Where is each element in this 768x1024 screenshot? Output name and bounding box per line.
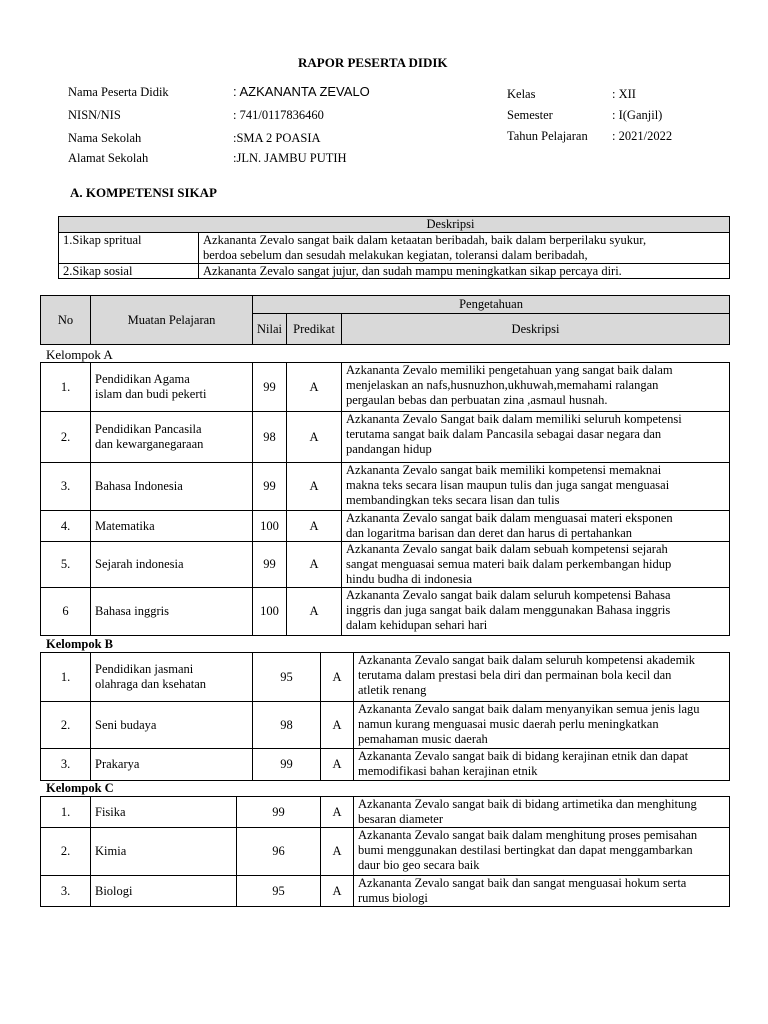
tahun-label: Tahun Pelajaran	[507, 129, 588, 143]
description-line: memodifikasi bahan kerajinan etnik	[358, 764, 538, 778]
kelompok-c-table	[40, 796, 730, 907]
predikat-value: A	[287, 463, 342, 511]
description	[342, 463, 730, 511]
row-number: 3.	[41, 876, 91, 907]
subject-name-line: Biologi	[95, 883, 133, 898]
predikat-value: A	[321, 749, 354, 781]
description	[342, 363, 730, 412]
subject-name-line: olahraga dan ksehatan	[95, 677, 207, 691]
nama-value: : AZKANANTA ZEVALO	[233, 84, 370, 99]
subject-name	[91, 542, 253, 588]
description-line: atletik renang	[358, 683, 427, 697]
description-line: rumus biologi	[358, 891, 428, 905]
nilai-value: 99	[253, 542, 287, 588]
subject-name-line: Prakarya	[95, 757, 140, 771]
subject-row	[41, 828, 730, 876]
alamat-label: Alamat Sekolah	[68, 151, 149, 165]
nilai-value: 96	[237, 828, 321, 876]
kelompok-a-label: Kelompok A	[46, 347, 113, 362]
subject-row	[41, 588, 730, 636]
description-line: Azkananta Zevalo Sangat baik dalam memiliki seluruh kompetensi	[346, 412, 682, 426]
predikat-value: A	[321, 828, 354, 876]
predikat-value: A	[321, 702, 354, 749]
description-line: Azkananta Zevalo sangat baik dalam menghitung proses pemisahan	[358, 828, 698, 842]
description-line: Azkananta Zevalo sangat baik di bidang artimetika dan menghitung	[358, 797, 697, 811]
predikat-value: A	[321, 653, 354, 702]
subject-name-line: Seni budaya	[95, 717, 157, 732]
description-line: Azkananta Zevalo sangat baik dalam menguasai materi eksponen	[346, 511, 673, 525]
predikat-value: A	[321, 876, 354, 907]
nisn-label: NISN/NIS	[68, 108, 121, 122]
description	[354, 702, 730, 749]
header-muatan: Muatan Pelajaran	[91, 296, 253, 345]
subject-name	[91, 828, 237, 876]
sikap-sosial-label: 2.Sikap sosial	[59, 264, 199, 279]
description-line: Azkananta Zevalo sangat baik dalam seluruh kompetensi akademik	[358, 653, 696, 667]
header-predikat: Predikat	[287, 314, 342, 345]
subject-name	[91, 412, 253, 463]
description-line: terutama dalam prestasi bela diri dan permainan bola kecil dan	[358, 668, 672, 682]
description-line: namun kurang menguasai music daerah perlu meningkatkan	[358, 717, 659, 731]
subject-name-line: islam dan budi pekerti	[95, 387, 207, 401]
row-number: 3.	[41, 463, 91, 511]
subject-name-line: Pendidikan Pancasila	[95, 422, 202, 436]
subject-name-line: Bahasa inggris	[95, 604, 169, 618]
row-number: 3.	[41, 749, 91, 781]
kelompok-a-table	[40, 362, 730, 636]
row-number: 2.	[41, 828, 91, 876]
kelompok-b-label: Kelompok B	[46, 637, 114, 651]
header-nilai: Nilai	[253, 314, 287, 345]
sikap-header-deskripsi: Deskripsi	[199, 217, 730, 233]
sikap-table	[58, 216, 730, 279]
description	[342, 542, 730, 588]
row-number: 5.	[41, 542, 91, 588]
subject-row	[41, 463, 730, 511]
row-number: 1.	[41, 797, 91, 828]
subject-row	[41, 412, 730, 463]
subject-row	[41, 702, 730, 749]
description-line: Azkananta Zevalo sangat baik dan sangat menguasai hokum serta	[358, 876, 687, 890]
description-line: membandingkan teks secara lisan dan tulis	[346, 493, 560, 507]
header-pengetahuan: Pengetahuan	[253, 296, 730, 314]
description-line: pemahaman music daerah	[358, 732, 488, 746]
subject-row	[41, 363, 730, 412]
row-number: 2.	[41, 412, 91, 463]
subject-name-line: Fisika	[95, 804, 126, 819]
subject-name-line: dan kewarganegaraan	[95, 437, 204, 451]
header-deskripsi: Deskripsi	[342, 314, 730, 345]
subject-row	[41, 876, 730, 907]
alamat-value: :JLN. JAMBU PUTIH	[233, 151, 347, 165]
row-number: 1.	[41, 363, 91, 412]
predikat-value: A	[321, 797, 354, 828]
description	[354, 797, 730, 828]
grades-header-table	[40, 295, 730, 345]
description	[342, 412, 730, 463]
nilai-value: 99	[253, 363, 287, 412]
description-line: Azkananta Zevalo sangat baik dalam sebuah kompetensi sejarah	[346, 542, 668, 556]
kelas-label: Kelas	[507, 87, 536, 101]
nilai-value: 99	[253, 463, 287, 511]
nilai-value: 100	[253, 511, 287, 542]
sikap-spiritual-desc	[199, 233, 730, 264]
description-line: sangat menguasai semua materi baik dalam perkembangan hidup	[346, 557, 672, 571]
predikat-value: A	[287, 542, 342, 588]
subject-name	[91, 463, 253, 511]
subject-row	[41, 511, 730, 542]
description-line: terutama sangat baik dalam Pancasila sebagai dasar negara dan	[346, 427, 662, 441]
kelompok-c-label: Kelompok C	[46, 781, 114, 795]
subject-row	[41, 653, 730, 702]
subject-name-line: Matematika	[95, 518, 155, 533]
nilai-value: 99	[237, 797, 321, 828]
description-line: dan logaritma barisan dan deret dan harus di pertahankan	[346, 526, 632, 540]
subject-name	[91, 588, 253, 636]
subject-name	[91, 702, 253, 749]
predikat-value: A	[287, 588, 342, 636]
description	[354, 876, 730, 907]
description-line: dalam kehidupan sehari hari	[346, 618, 488, 632]
subject-row	[41, 797, 730, 828]
subject-name	[91, 749, 253, 781]
subject-name-line: Pendidikan Agama	[95, 372, 190, 386]
description-line: Azkananta Zevalo sangat baik di bidang kerajinan etnik dan dapat	[358, 749, 689, 763]
description-line: hindu budha di indonesia	[346, 572, 473, 586]
subject-name	[91, 653, 253, 702]
subject-row	[41, 542, 730, 588]
description-line: Azkananta Zevalo sangat baik dalam seluruh kompetensi Bahasa	[346, 588, 671, 602]
predikat-value: A	[287, 511, 342, 542]
description	[354, 653, 730, 702]
sikap-sosial-desc: Azkananta Zevalo sangat jujur, dan sudah mampu meningkatkan sikap percaya diri.	[199, 264, 730, 279]
page-title: RAPOR PESERTA DIDIK	[298, 55, 448, 70]
description-line: besaran diameter	[358, 812, 444, 826]
sikap-spiritual-desc-line: Azkananta Zevalo sangat baik dalam ketaatan beribadah, baik dalam berperilaku syukur,	[203, 233, 647, 247]
nilai-value: 95	[237, 876, 321, 907]
row-number: 1.	[41, 653, 91, 702]
description	[342, 511, 730, 542]
predikat-value: A	[287, 412, 342, 463]
subject-name	[91, 876, 237, 907]
header-no: No	[41, 296, 91, 345]
subject-name	[91, 797, 237, 828]
description	[342, 588, 730, 636]
sikap-spiritual-desc-line: berdoa sebelum dan sesudah melakukan kegiatan, toleransi dalam beribadah,	[203, 248, 588, 262]
description	[354, 828, 730, 876]
kelas-value: : XII	[612, 87, 636, 101]
sekolah-label: Nama Sekolah	[68, 131, 142, 145]
nilai-value: 95	[253, 653, 321, 702]
subject-name-line: Kimia	[95, 844, 127, 858]
description	[354, 749, 730, 781]
description-line: Azkananta Zevalo sangat baik memiliki kompetensi memaknai	[346, 463, 662, 477]
description-line: bumi menggunakan destilasi bertingkat dan dapat menggambarkan	[358, 843, 693, 857]
description-line: inggris dan juga sangat baik dalam menggunakan Bahasa inggris	[346, 603, 671, 617]
description-line: menjelaskan an nafs,husnuzhon,ukhuwah,memahami ralangan	[346, 378, 659, 392]
subject-name-line: Sejarah indonesia	[95, 557, 184, 571]
nilai-value: 98	[253, 412, 287, 463]
subject-name-line: Bahasa Indonesia	[95, 479, 183, 493]
description-line: daur bio geo secara baik	[358, 858, 480, 872]
semester-value: : I(Ganjil)	[612, 108, 663, 122]
sikap-spiritual-label: 1.Sikap spritual	[59, 233, 199, 264]
nisn-value: : 741/0117836460	[233, 108, 324, 122]
nilai-value: 100	[253, 588, 287, 636]
subject-name	[91, 363, 253, 412]
subject-name-line: Pendidikan jasmani	[95, 662, 194, 676]
section-a-heading: A. KOMPETENSI SIKAP	[70, 185, 217, 200]
kelompok-b-table	[40, 652, 730, 781]
semester-label: Semester	[507, 108, 553, 122]
description-line: pandangan hidup	[346, 442, 432, 456]
description-line: Azkananta Zevalo sangat baik dalam menyanyikan semua jenis lagu	[358, 702, 700, 716]
nilai-value: 99	[253, 749, 321, 781]
row-number: 2.	[41, 702, 91, 749]
sekolah-value: :SMA 2 POASIA	[233, 131, 321, 145]
nilai-value: 98	[253, 702, 321, 749]
row-number: 4.	[41, 511, 91, 542]
predikat-value: A	[287, 363, 342, 412]
tahun-value: : 2021/2022	[612, 129, 673, 143]
description-line: makna teks secara lisan maupun tulis dan juga sangat menguasai	[346, 478, 670, 492]
row-number: 6	[41, 588, 91, 636]
subject-name	[91, 511, 253, 542]
description-line: Azkananta Zevalo memiliki pengetahuan yang sangat baik dalam	[346, 363, 673, 377]
description-line: pergaulan bebas dan perbuatan zina ,asmaul husnah.	[346, 393, 608, 407]
nama-label: Nama Peserta Didik	[68, 85, 169, 99]
subject-row	[41, 749, 730, 781]
